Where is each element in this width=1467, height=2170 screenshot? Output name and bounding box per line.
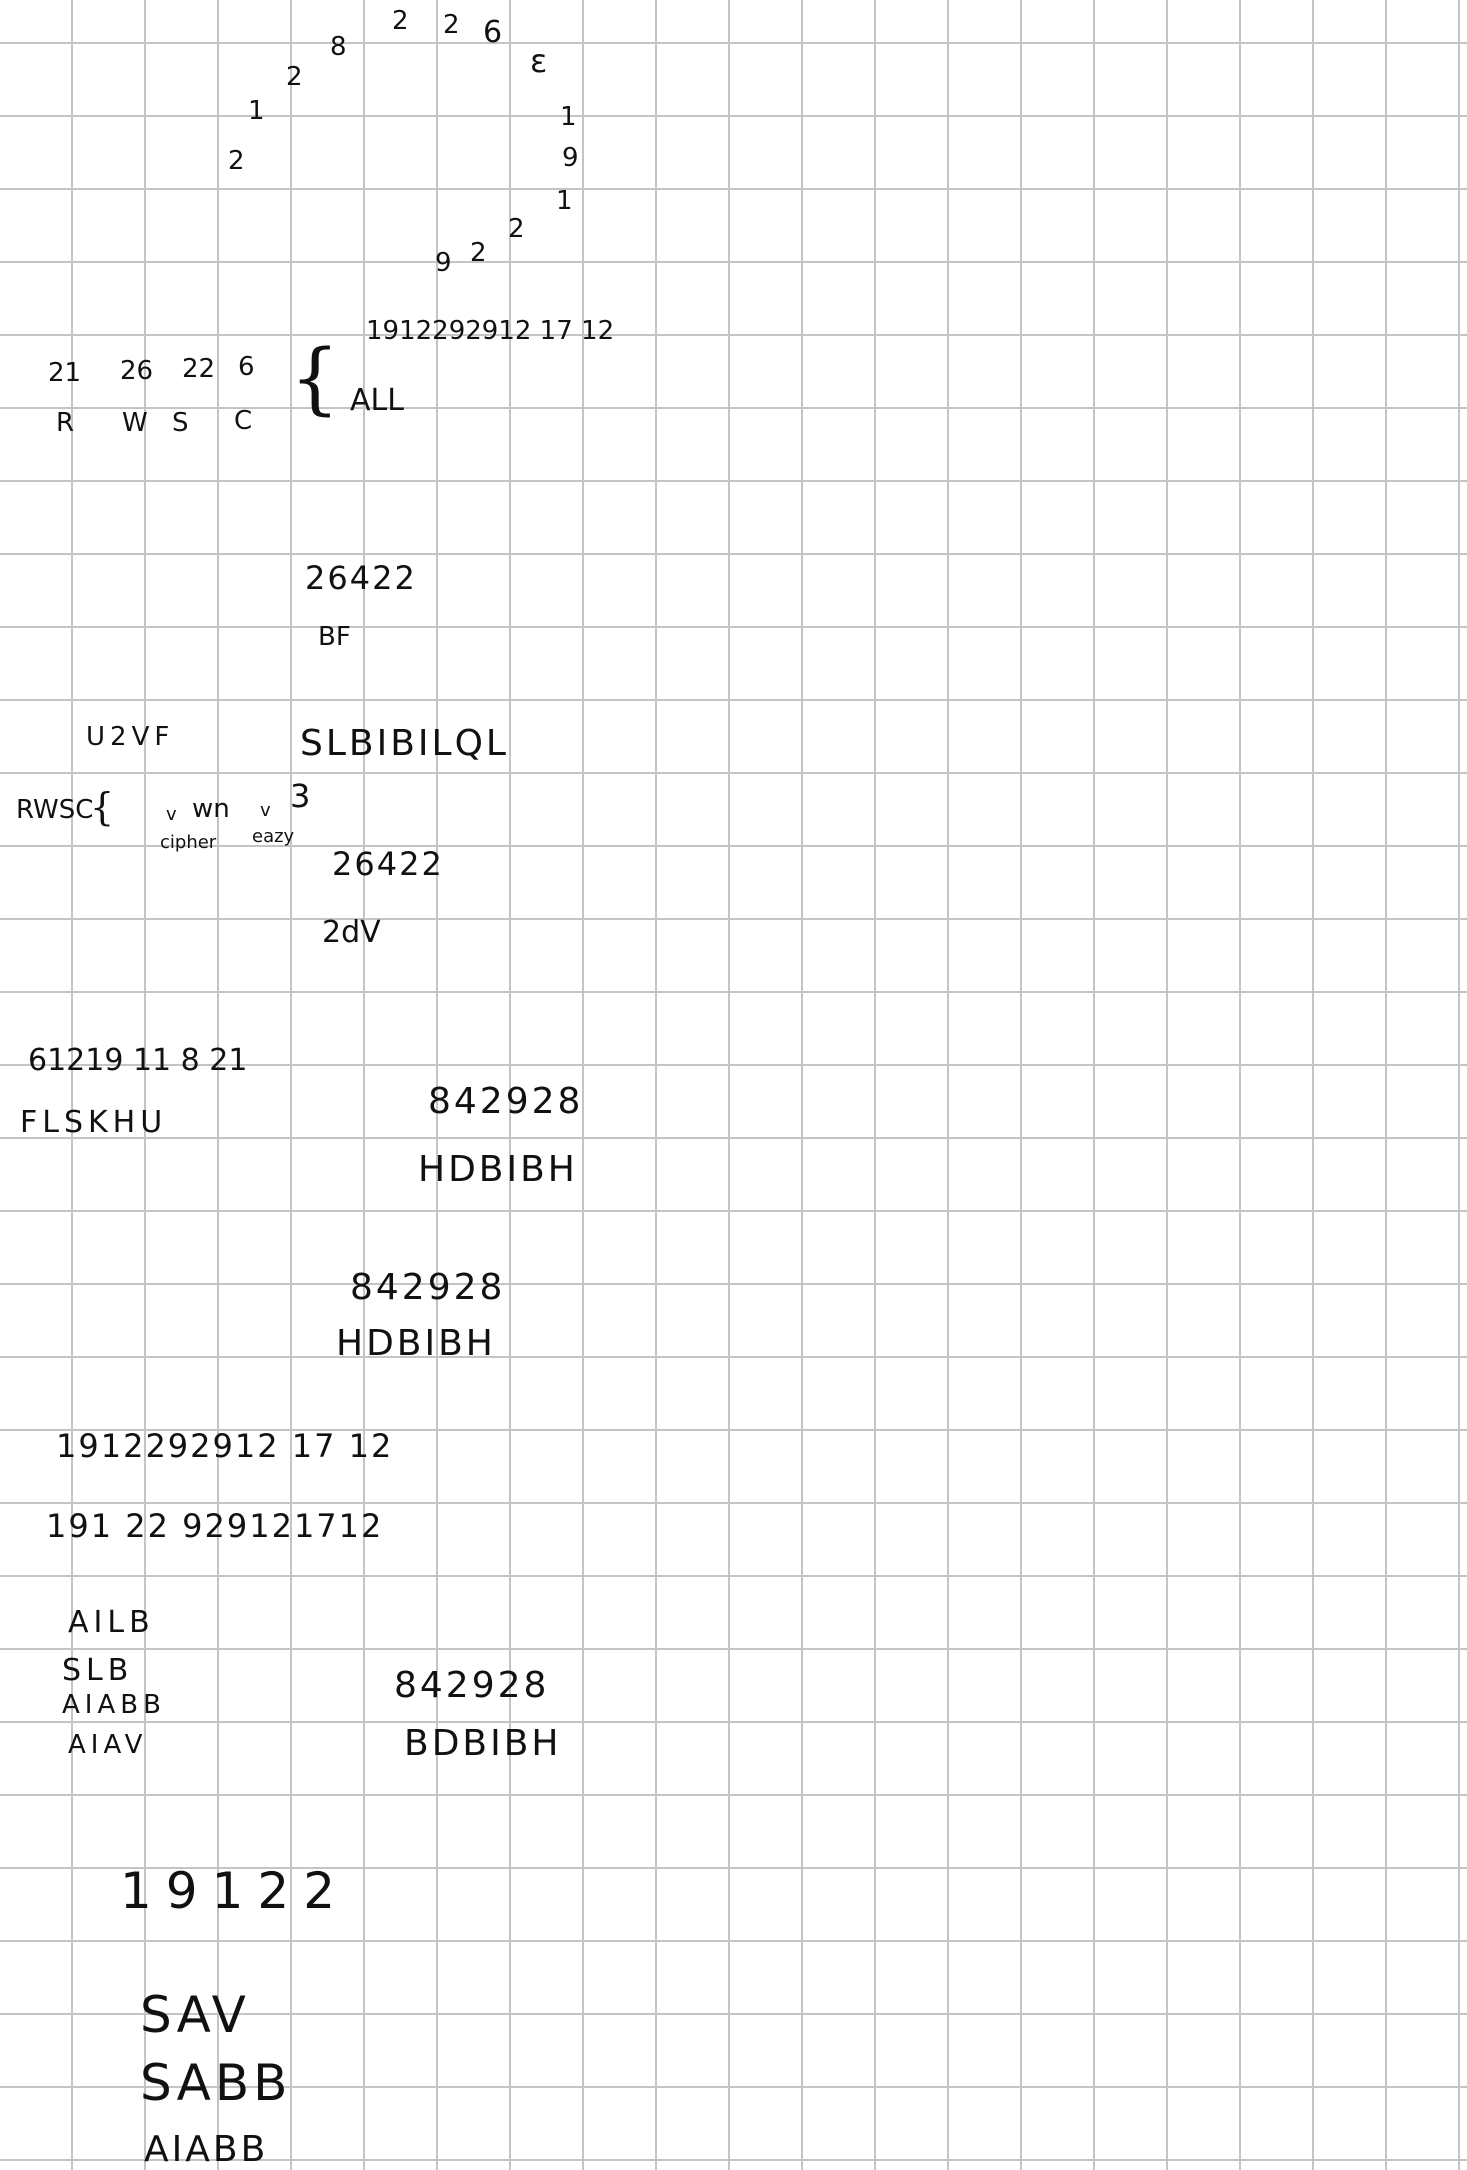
rwsc-v: v	[260, 800, 271, 821]
ailb-item: AIABB	[62, 1690, 166, 1720]
arc-digit: 9	[562, 143, 579, 173]
legend-number: 22	[182, 354, 216, 384]
arc-digit: ε	[530, 42, 548, 80]
legend-letter: C	[234, 406, 253, 436]
legend-number: 6	[238, 352, 255, 382]
hdbibh-number: 842928	[428, 1081, 584, 1122]
flskhu-numbers: 61219 11 8 21	[28, 1043, 248, 1078]
legend-brace: {	[290, 334, 340, 424]
rwsc-v: v	[166, 804, 177, 825]
arc-digit: 1	[556, 186, 573, 216]
2dv-word: 2dV	[322, 915, 381, 950]
u2vf-label: U2VF	[86, 722, 175, 752]
ailb-item: AILB	[68, 1605, 155, 1640]
big-number: 19122	[120, 1862, 350, 1920]
bottom-item: AIABB	[144, 2129, 269, 2170]
rwsc-note-eazy: eazy	[252, 826, 295, 847]
2dv-number: 26422	[332, 845, 444, 883]
arc-digit: 2	[470, 238, 487, 268]
arc-digit: 2	[392, 6, 409, 36]
bottom-item: SABB	[140, 2054, 292, 2112]
ailb-item: AIAV	[68, 1730, 148, 1760]
arc-digit: 2	[508, 214, 525, 244]
sequence-line: 191 22 929121712	[46, 1507, 384, 1545]
arc-digit: 1	[248, 96, 265, 126]
rwsc-label: RWSC	[16, 795, 94, 825]
rwsc-brace: {	[90, 785, 115, 829]
legend-letter: R	[56, 408, 75, 438]
rwsc-wn: wn	[192, 794, 230, 824]
arc-digit: 2	[443, 10, 460, 40]
arc-digit: 6	[483, 15, 503, 50]
arc-digit: 2	[228, 146, 245, 176]
legend-letter: W	[122, 408, 148, 438]
legend-number: 26	[120, 356, 154, 386]
flskhu-word: FLSKHU	[20, 1105, 168, 1140]
sequence-line: 1912292912 17 12	[56, 1427, 394, 1465]
rwsc-note-cipher: cipher	[160, 832, 217, 853]
bf-number: 26422	[305, 559, 417, 597]
slb-line: SLBIBILQL	[300, 723, 509, 764]
legend-label: ALL	[350, 383, 404, 418]
rwsc-close: 3	[290, 777, 311, 815]
arc-digit: 9	[435, 248, 452, 278]
hdbibh-word: HDBIBH	[336, 1323, 496, 1364]
hdbibh-word: HDBIBH	[418, 1149, 578, 1190]
arc-digit: 2	[286, 62, 303, 92]
ailb-item: SLB	[62, 1653, 134, 1688]
hdbibh-number: 842928	[350, 1267, 506, 1308]
bdbibh-word: BDBIBH	[404, 1723, 562, 1764]
arc-digit: 1	[560, 102, 577, 132]
bf-word: BF	[318, 622, 351, 652]
bdbibh-number: 842928	[394, 1665, 550, 1706]
bottom-item: SAV	[140, 1986, 250, 2044]
legend-letter: S	[172, 408, 189, 438]
arc-digit: 8	[330, 32, 347, 62]
legend-number: 21	[48, 358, 82, 388]
arc-number: 1912292912 17 12	[366, 316, 615, 346]
